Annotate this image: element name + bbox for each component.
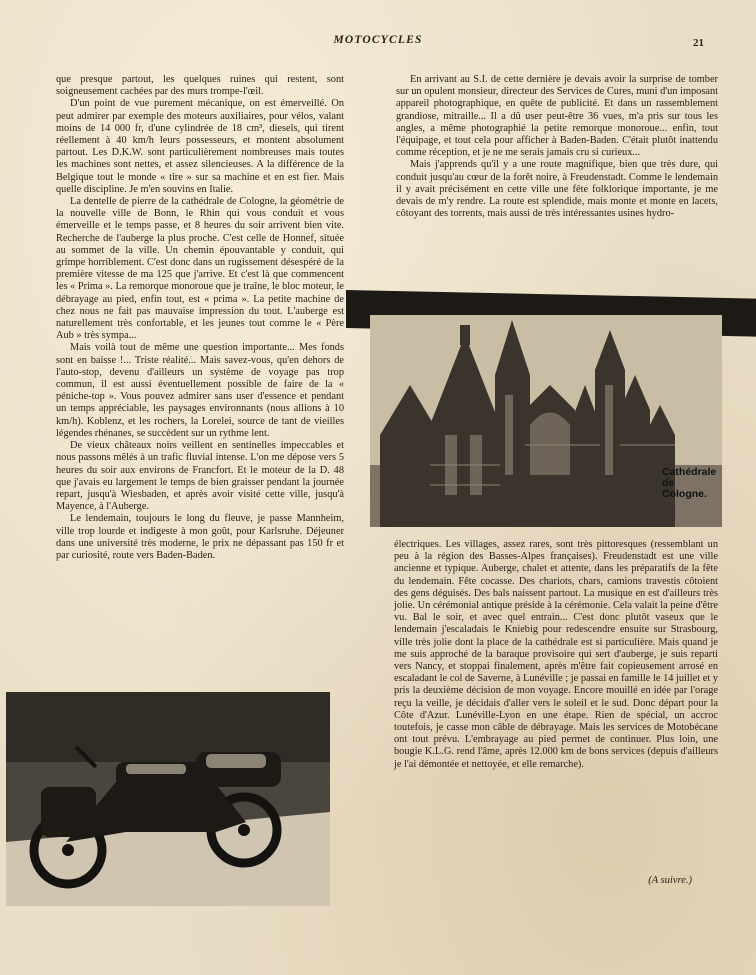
paragraph: En arrivant au S.I. de cette dernière je devais avoir la surprise de tomber sur un opulent monsieur, directeur des Services de Cures, muni d'un imposant appareil photographique, en quête de publicité. Et dans un rassemblement grandiose, mitraille... Il a dû user peut-être 36 vues, m'a pris sur tous les angles, a même photographié la petite remorque monoroue... enfin, tout l'équipage, et tout cela pour afficher à Baden-Baden. C'était plutôt inattendu comme réception, et je ne me serais jamais cru si curieux... xyxy=(396,74,718,159)
paragraph: Le lendemain, toujours le long du fleuve, je passe Mannheim, ville trop lourde et indigeste à mon goût, pour Karlsruhe. Déjeuner dans une université très moderne, le prix ne dépassant pas 150 fr et par curiosité, route vers Baden-Baden. xyxy=(56,513,344,561)
caption-line: Cologne. xyxy=(662,488,707,500)
motorcycle-photo xyxy=(6,692,330,906)
paragraph: De vieux châteaux noirs veillent en sentinelles impeccables et nous passons mêlés à un trafic fluvial intense. L'on me dépose vers 5 heures du soir aux environs de Francfort. Et le moteur de la D. 48 que j'avais eu largement le temps de bien graisser pendant la journée repart, jusqu'à Wiesbaden, et après avoir visité cette ville, jusqu'à Mayence, à l'Auberge. xyxy=(56,440,344,513)
caption-line: de xyxy=(662,477,675,489)
paragraph: D'un point de vue purement mécanique, on est émerveillé. On peut admirer par exemple des moteurs auxiliaires, pour vélos, valant moins de 14 000 fr, d'une cylindrée de 18 cm³, diesels, qui tirent réellement à 40 km/h leurs possesseurs, et montent absolument partout. Les D.K.W. sont particulièrement nombreuses mais toutes les machines sont nettes, et assez silencieuses. A la différence de la Belgique tout le monde « tire » sur sa machine et en est fier. Mais quelle discipline. Je m'en souvins en Italie. xyxy=(56,98,344,195)
left-column xyxy=(56,74,344,562)
page-number: 21 xyxy=(693,37,704,49)
motorcycle-illustration xyxy=(6,692,330,906)
paragraph: Mais voilà tout de même une question importante... Mes fonds sont en baisse !... Triste réalité... Mais savez-vous, qu'en dehors de l'auto-stop, devenu d'ailleurs un système de voyage pas trop commun, il est aussi éventuellement possible de faire de la « péniche-top ». Vous pouvez admirer sans user d'essence et pendant un temps appréciable, les paysages environnants (nous allions à 10 km/h). Koblenz, et les rochers, la Lorelei, source de tant de vieilles légendes rhénanes, se succèdent sur un rythme lent. xyxy=(56,342,344,439)
running-header-title: MOTOCYCLES xyxy=(333,34,423,46)
paragraph: La dentelle de pierre de la cathédrale de Cologne, la géométrie de la nouvelle ville de Bonn, le Rhin qui vous conduit et vous émerveille et le temps passe, et 8 heures du soir arrivent bien vite. Recherche de l'auberge la plus proche. C'est celle de Honnef, située au sommet de la ville. Un chemin épouvantable y conduit, qui grimpe horriblement. C'est donc dans un rugissement désespéré de la première vitesse de ma 125 que j'arrive. Et c'est là que commencent les « Prima ». La remorque monoroue que je traîne, le bloc moteur, le débrayage au pied, enfin tout, est « prima ». La petite machine de chez nous ne fait pas mauvaise impression du tout. L'auberge est naturellement très confortable, et les jeunes tout comme le « Père Aub » très sympa... xyxy=(56,196,344,342)
cathedral-caption xyxy=(662,467,732,500)
paragraph: Mais j'apprends qu'il y a une route magnifique, bien que très dure, qui conduit jusqu'au cœur de la forêt noire, à Freudenstadt. Comme le lendemain il y avait précisément en cette ville une fête folklorique importante, je me devais de m'y rendre. La route est splendide, mais monte et monte en lacets, côtoyant des torrents, mais aussi de très intéressantes usines hydro- xyxy=(396,159,718,220)
right-column-top xyxy=(396,74,718,220)
to-be-continued: (A suivre.) xyxy=(648,875,692,886)
paragraph: électriques. Les villages, assez rares, sont très pittoresques (ressemblant un peu à la région des Basses-Alpes françaises). Freudenstadt est une ville ancienne et typique. Auberge, chalet et attente, dans les préparatifs de la fête du lendemain. Fête cocasse. Des chariots, chars, camions travestis côtoient des gens déguisés. Des bals naissent partout. La musique en est d'ailleurs très jolie. Un cérémonial antique préside à la cérémonie. Cela valait la peine d'être vu. Bal le soir, et avec quel entrain... C'est donc plutôt vaseux que le lendemain j'escaladais le Kniebig pour redescendre ensuite sur Strasbourg, ville très jolie dont la place de la cathédrale est si particulière. Mais quand je me suis approché de la baraque provisoire qui sert d'auberge, je suis reparti vers Nancy, et stoppai finalement, après m'être fait copieusement arrosé en escaladant le col de Saverne, à Lunéville ; je passai en famille le 14 juillet et y pris la deuxième décision de mon voyage. Encore mouillé en idée par l'orage reçu la veille, je décidais d'aller vers le soleil et le sud. Donc départ pour la Côte d'Azur. Lunéville-Lyon en une étape. Rien de spécial, un accroc toutefois, je casse mon câble de débrayage. Mais les services de Motobécane ont tout prévu. L'embrayage au pied permet de continuer. Plus loin, une bougie K.L.G. rend l'âme, après 12.000 km de bons services (depuis d'ailleurs je l'ai démontée et nettoyée, et elle remarche). xyxy=(394,539,718,770)
caption-line: Cathédrale xyxy=(662,466,717,478)
right-column-bottom xyxy=(394,539,718,771)
paragraph: que presque partout, les quelques ruines qui restent, sont soigneusement cachées par des murs trompe-l'œil. xyxy=(56,74,344,98)
